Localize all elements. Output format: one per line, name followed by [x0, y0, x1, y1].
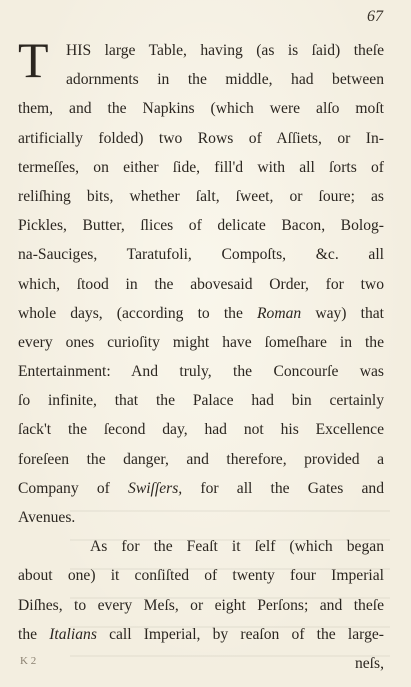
text-line: ſo infinite, that the Palace had bin certainly: [18, 392, 384, 410]
text-segment: way) that: [315, 304, 384, 322]
text-line: termeſſes, on either ſide, fill'd with all ſorts of: [18, 158, 384, 176]
text-segment: Company of: [18, 479, 110, 497]
signature-mark: K 2: [20, 655, 37, 667]
text-line: [18, 299, 384, 328]
text-segment: call Imperial, by reaſon of the large-: [109, 625, 384, 643]
text-line: every ones curioſity might have ſomeſhare in the: [18, 333, 384, 351]
drop-cap-letter: T: [18, 32, 49, 88]
text-line: [18, 620, 384, 649]
text-line: Diſhes, to every Meſs, or eight Perſons; and theſe: [18, 596, 384, 614]
text-line: artificially folded) two Rows of Aſſiets, or In-: [18, 129, 384, 147]
italic-word: Swiſſers,: [128, 479, 183, 497]
body-text: [18, 32, 385, 678]
text-line: [18, 474, 384, 503]
page-number: 67: [367, 8, 383, 25]
text-line: which, ſtood in the abovesaid Order, for two: [18, 275, 384, 293]
text-line: ſack't the ſecond day, had not his Excellence: [18, 421, 384, 439]
text-line: Entertainment: And truly, the Concourſe was: [18, 363, 384, 381]
text-segment: whole days, (according to the: [18, 304, 243, 322]
text-line: Avenues.: [18, 509, 76, 526]
italic-word: Italians: [49, 625, 97, 643]
text-line: As for the Feaſt it ſelf (which began: [90, 538, 384, 556]
text-line: HIS large Table, having (as is ſaid) theſe: [66, 42, 384, 59]
text-line: na-Sauciges, Taratufoli, Compoſts, &c. all: [18, 246, 384, 264]
text-line: adornments in the middle, had between: [66, 71, 384, 89]
catchword: neſs,: [354, 654, 384, 672]
text-line: Pickles, Butter, ſlices of delicate Bacon, Bolog-: [18, 217, 384, 235]
text-segment: the: [18, 625, 38, 643]
text-line: about one) it conſiſted of twenty four Imperial: [18, 567, 384, 585]
text-line: reliſhing bits, whether ſalt, ſweet, or ſoure; as: [18, 187, 384, 205]
italic-word: Roman: [257, 304, 302, 322]
text-segment: for all the Gates and: [200, 479, 385, 497]
text-line: them, and the Napkins (which were alſo moſt: [18, 100, 384, 118]
text-line: foreſeen the danger, and therefore, provided a: [18, 450, 384, 468]
